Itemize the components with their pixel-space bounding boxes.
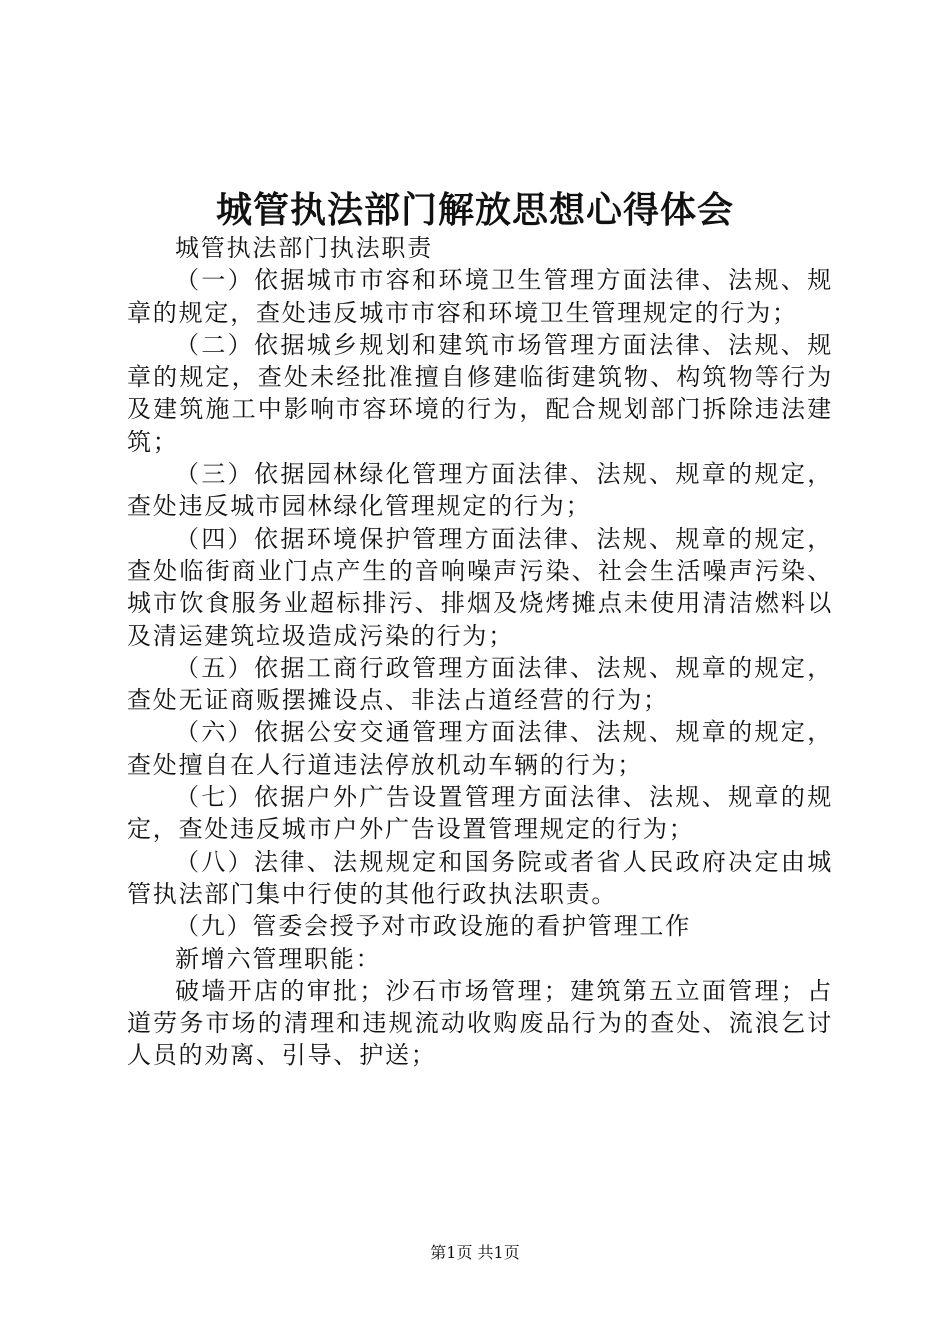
paragraph-new-functions-heading: 新增六管理职能： [175,944,382,973]
document-title: 城管执法部门解放思想心得体会 [215,189,734,231]
page-number-footer: 第1页 共1页 [430,1243,520,1262]
paragraph-item-6: （六）依据公安交通管理方面法律、法规、规章的规定，查处擅自在人行道违法停放机动车辆的行为； [127,718,833,779]
paragraph-item-1: （一）依据城市市容和环境卫生管理方面法律、法规、规章的规定，查处违反城市市容和环境卫生管理规定的行为； [127,266,833,327]
paragraph-heading: 城管执法部门执法职责 [175,234,433,262]
paragraph-item-4: （四）依据环境保护管理方面法律、法规、规章的规定，查处临街商业门点产生的音响噪声污染、社会生活噪声污染、城市饮食服务业超标排污、排烟及烧烤摊点未使用清洁燃料以及清运建筑垃圾造成污染的行为； [127,524,833,650]
paragraph-item-5: （五）依据工商行政管理方面法律、法规、规章的规定，查处无证商贩摆摊设点、非法占道经营的行为； [127,653,833,715]
paragraph-item-3: （三）依据园林绿化管理方面法律、法规、规章的规定，查处违反城市园林绿化管理规定的行为； [127,460,833,521]
paragraph-item-2: （二）依据城乡规划和建筑市场管理方面法律、法规、规章的规定，查处未经批准擅自修建临街建筑物、构筑物等行为及建筑施工中影响市容环境的行为，配合规划部门拆除违法建筑； [127,330,833,456]
document-body [127,232,833,1072]
paragraph-new-functions-list: 破墙开店的审批；沙石市场管理；建筑第五立面管理；占道劳务市场的清理和违规流动收购废品行为的查处、流浪乞讨人员的劝离、引导、护送； [127,976,833,1070]
paragraph-item-8: （八）法律、法规规定和国务院或者省人民政府决定由城管执法部门集中行使的其他行政执法职责。 [127,847,833,908]
paragraph-item-9: （九）管委会授予对市政设施的看护管理工作 [175,912,691,941]
paragraph-item-7: （七）依据户外广告设置管理方面法律、法规、规章的规定，查处违反城市户外广告设置管理规定的行为； [127,783,833,844]
